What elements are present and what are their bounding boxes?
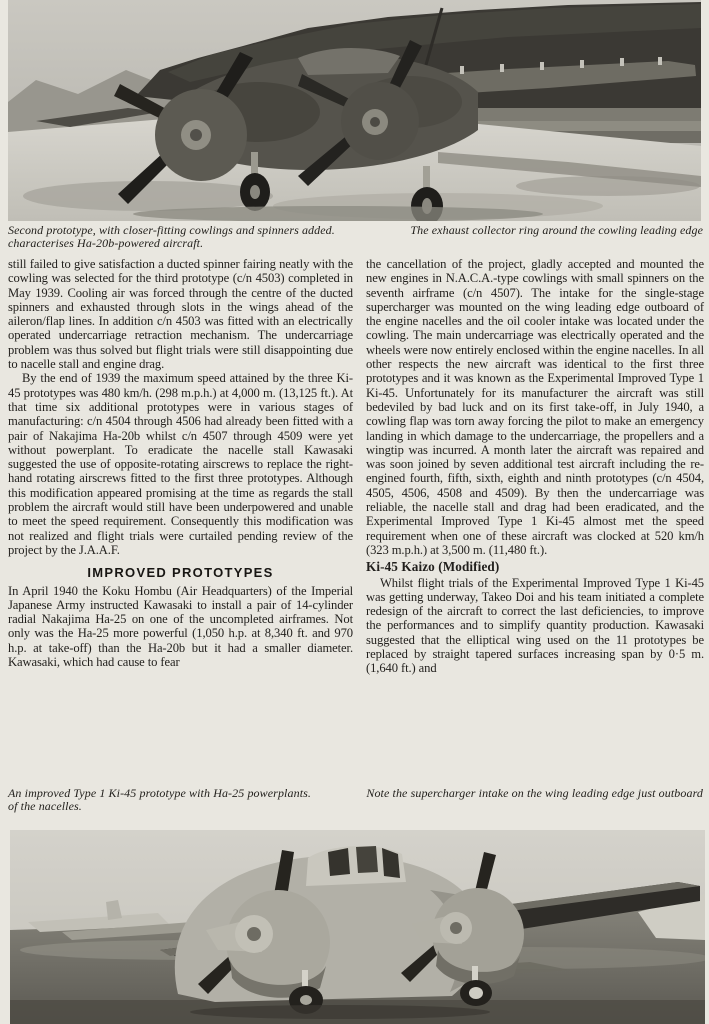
top-photo-caption bbox=[8, 224, 703, 249]
right-column bbox=[366, 257, 704, 676]
body-paragraph: still failed to give satisfaction a ducted spinner fairing neatly with the cowling was selected for the third prototype (c/n 4503) completed in May 1939. Cooling air was forced through the centre of the ducted spinners and exhausted through slots in the wings ahead of the aileron/flap lines. In addition c/n 4503 was fitted with an electrically operated undercarriage retraction mechanism. The undercarriage problem was thus solved but flight trials were still disappointing due to nacelle stall and engine drag. bbox=[8, 257, 353, 372]
article-body bbox=[8, 257, 704, 676]
left-column bbox=[8, 257, 353, 676]
bottom-caption-sentence1: An improved Type 1 Ki-45 prototype with Ha-25 powerplants. bbox=[8, 786, 311, 800]
bottom-photo bbox=[10, 830, 705, 1024]
bottom-photo-illustration bbox=[10, 830, 705, 1024]
body-paragraph: By the end of 1939 the maximum speed attained by the three Ki-45 prototypes was 480 km/h. (298 m.p.h.) at 4,000 m. (13,125 ft.). At that time six additional prototypes were in various stages of manufacturing: c/n 4504 through 4506 had already been fitted with a pair of Nakajima Ha-20b whilst c/n 4507 through 4509 were yet without powerplant. To eradicate the nacelle stall Kawasaki suggested the use of opposite-rotating airscrews to replace the right-hand rotating airscrews fitted to the first three prototypes. Although this modification appeared promising at the time as regards the stall problem the aircraft would still have been underpowered and unable to meet the speed requirement. Consequently this modification was not realized and flight trials were curtailed pending review of the project by the J.A.A.F. bbox=[8, 371, 353, 557]
body-paragraph: Whilst flight trials of the Experimental Improved Type 1 Ki-45 was getting underway, Takeo Doi and his team initiated a complete redesign of the aircraft to correct the last deficiencies, to improve the performances and to simplify quantity production. Kawasaki suggested that the elliptical wing used on the 11 prototypes be replaced by straight tapered surfaces increasing span by 0·5 m. (1,640 ft.) and bbox=[366, 575, 704, 676]
body-paragraph: the cancellation of the project, gladly accepted and mounted the new engines in N.A.C.A.-type cowlings with small spinners on the seventh airframe (c/n 4507). The intake for the single-stage supercharger was mounted on the wing leading edge outboard of the engine nacelles and the oil cooler intake was located under the cowling. The main undercarriage was electrically operated and the wheels were now entirely enclosed within the engine nacelles. In all other respects the new aircraft was identical to the first three prototypes and it was known as the Experimental Improved Type 1 Ki-45. Unfortunately for its manufacturer the aircraft was still bedeviled by bad luck and on its first take-off, in July 1940, a cowling flap was torn away forcing the pilot to make an emergency landing in which damage to the undercarriage, the propellers and a wingtip was incurred. A month later the aircraft was repaired and was soon joined by seven additional test aircraft including the re-engined fourth, fifth, sixth, eighth and ninth prototypes (c/n 4504, 4505, 4506, 4508 and 4509). By then the undercarriage was reliable, the nacelle stall and drag had been eradicated, and the Experimental Improved Type 1 Ki-45 almost met the speed requirement when one of these aircraft was clocked at 520 km/h (323 m.p.h.) at 3,500 m. (11,480 ft.). bbox=[366, 257, 704, 557]
bottom-caption-line2: of the nacelles. bbox=[8, 798, 82, 813]
subsection-heading: Ki-45 Kaizo (Modified) bbox=[366, 559, 500, 575]
top-caption-sentence1: Second prototype, with closer-fitting cowlings and spinners added. bbox=[8, 223, 335, 237]
top-caption-line2: characterises Ha-20b-powered aircraft. bbox=[8, 235, 204, 250]
bottom-caption-sentence2-start: Note the supercharger intake on the wing leading edge just outboard bbox=[366, 786, 703, 800]
top-caption-line1 bbox=[8, 224, 703, 237]
section-heading: IMPROVED PROTOTYPES bbox=[87, 565, 274, 581]
bottom-caption-line1 bbox=[8, 787, 703, 800]
body-paragraph: In April 1940 the Koku Hombu (Air Headquarters) of the Imperial Japanese Army instructed Kawasaki to install a pair of 14-cylinder radial Nakajima Ha-25 on one of the uncompleted airframes. Not only was the Ha-25 more powerful (1,050 h.p. at 8,340 ft. and 970 h.p. at take-off) than the Ha-20b but it had a smaller diameter. Kawasaki, which had cause to fear bbox=[8, 583, 353, 670]
top-photo-illustration bbox=[8, 0, 701, 221]
top-caption-sentence2-start: The exhaust collector ring around the cowling leading edge bbox=[410, 223, 703, 237]
bottom-photo-caption bbox=[8, 787, 703, 812]
top-photo bbox=[8, 0, 701, 221]
